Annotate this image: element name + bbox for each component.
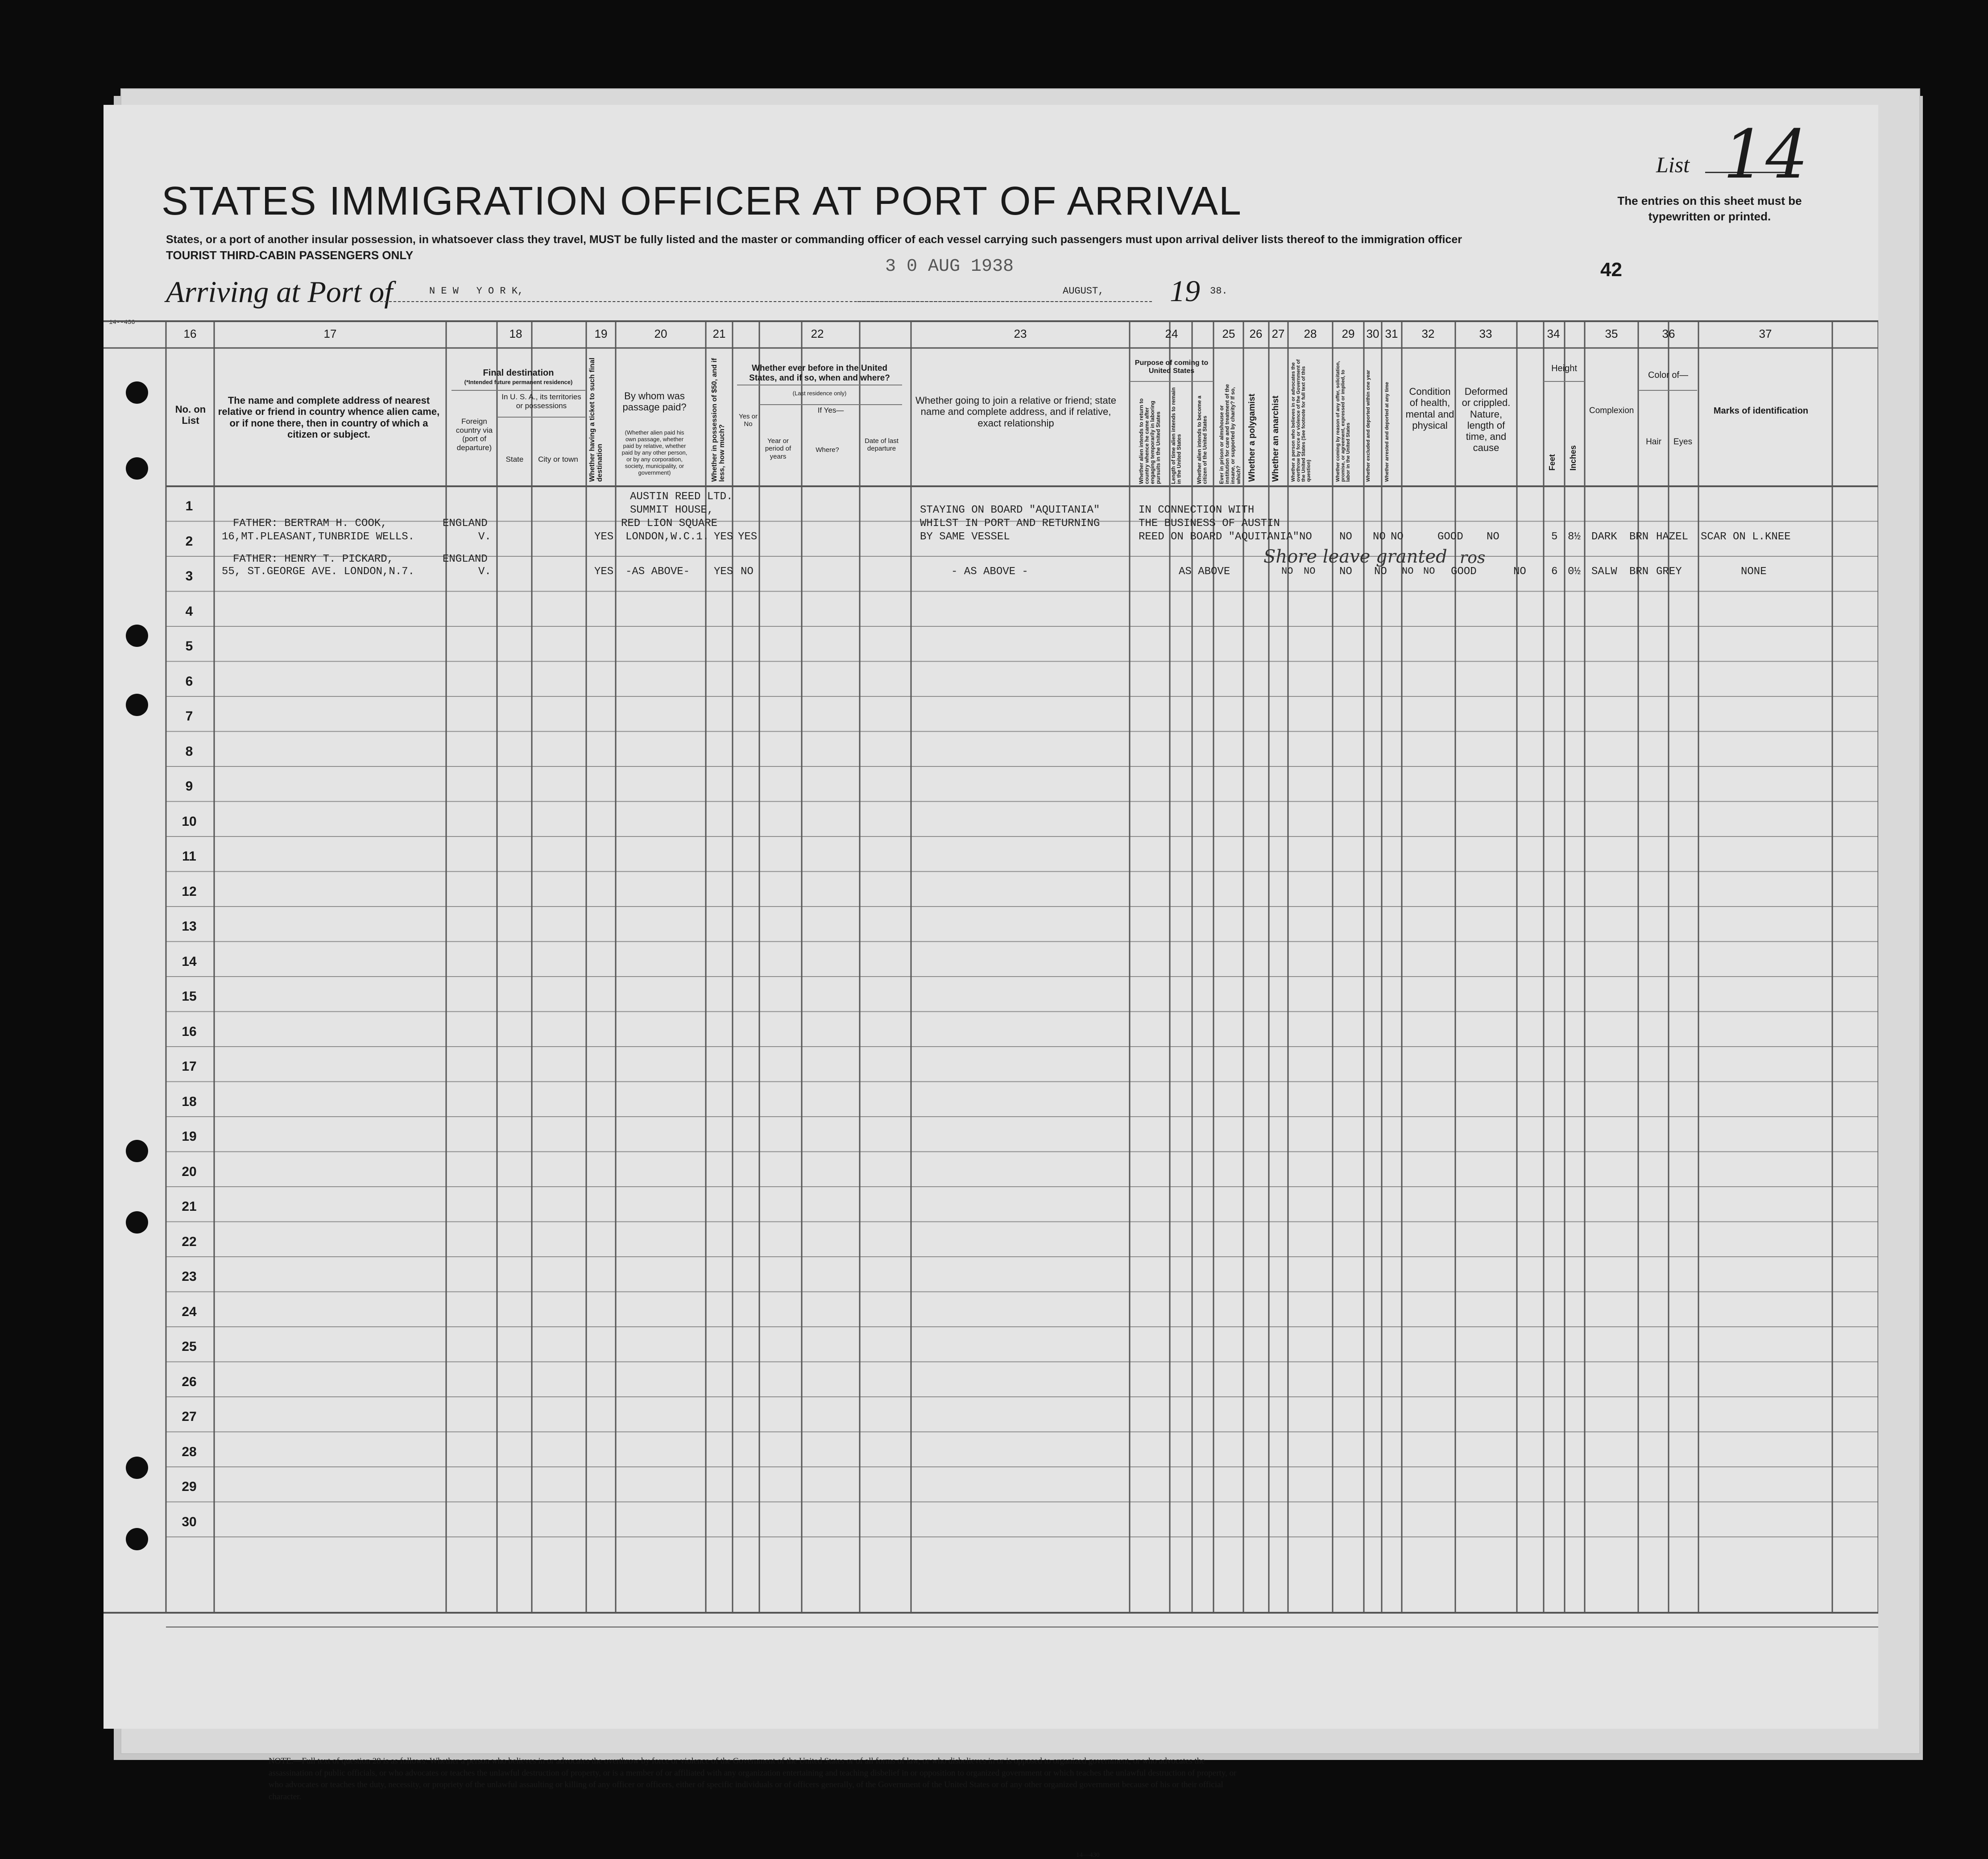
header-polygamist: Whether a polygamist <box>1247 393 1257 482</box>
row-number: 19 <box>182 1129 197 1144</box>
header-hair: Hair <box>1646 437 1661 447</box>
column-number: 36 <box>1662 327 1675 340</box>
row-2-state-dash: V. <box>478 566 491 578</box>
row-number: 25 <box>182 1339 197 1354</box>
column-number: 32 <box>1421 327 1435 340</box>
column-number: 37 <box>1759 327 1772 340</box>
column-number: 21 <box>712 327 726 340</box>
header-color-of: Color of— <box>1648 370 1689 380</box>
row-1-complexion: DARK <box>1591 531 1617 543</box>
date-stamp: 3 0 AUG 1938 <box>885 257 1014 277</box>
header-fifty-dollars: Whether in possession of $50, and if less, how much? <box>711 358 726 482</box>
header-purpose-return: Whether alien intends to return to country whence he came after engaging temporarily in laboring pursuits in the United States <box>1138 398 1161 484</box>
column-number: 29 <box>1342 327 1355 340</box>
manifest-sheet <box>104 105 1878 1859</box>
header-inches: Inches <box>1569 445 1578 471</box>
arriving-label: Arriving at Port of <box>166 275 393 309</box>
row-number: 8 <box>185 744 193 759</box>
row-2-relative: FATHER: HENRY T. PICKARD, <box>233 553 394 565</box>
column-number: 20 <box>654 327 667 340</box>
header-question-28: Whether a person who believes in or advocates the overthrow by force or violence of the Government of the United States (See footnote for full text of this question) <box>1291 359 1312 482</box>
passenger-class-line: TOURIST THIRD-CABIN PASSENGERS ONLY <box>166 248 414 262</box>
row-2-handwritten-initials: ros <box>1460 549 1486 567</box>
footer-form-code: 14—430 <box>1076 1851 1100 1859</box>
header-where: Where? <box>816 446 839 454</box>
row-number: 12 <box>182 884 197 899</box>
header-foreign-country: Foreign country via (port of departure) <box>456 417 493 452</box>
row-2-country: ENGLAND <box>443 553 488 565</box>
row-number: 28 <box>182 1444 197 1459</box>
row-1-deformed: NO <box>1487 531 1499 543</box>
header-yes-or-no: Yes or No <box>739 413 758 428</box>
footnote-question-28: NOTE.—Full text of question 28 is as follows: Whether a person who believes in or advocates the overthrow by force or violence of the Government of the United States or of all forms of law, or who disbelieves in or is opposed to organized government, or who advocates the assassination of public officials, or who advocates or teaches the unlawful destruction of property, or is a member of or affiliated with any organization entertaining and teaching disbelief in or opposition to organized government or which teaches the unlawful destruction of property, or who advocates or teaches the duty, necessity, or propriety of the unlawful assaulting or killing of any officer or officers, either of specific individuals or of officers generally, of the Government of the United States or of any other organized government because of his or their official character. <box>269 1756 1237 1801</box>
column-number: 30 <box>1366 327 1379 340</box>
header-nearest-relative: The name and complete address of nearest relative or friend in country whence alien came, or if none there, then in country of which a citizen or subject. <box>218 395 440 440</box>
row-2-height-feet: 6 <box>1551 566 1558 578</box>
row-number: 3 <box>185 569 193 584</box>
table-grid <box>104 105 1878 1729</box>
row-2-marks: NONE <box>1741 566 1767 578</box>
header-anarchist: Whether an anarchist <box>1271 395 1280 482</box>
row-2-eyes: GREY <box>1656 566 1682 578</box>
row-number: 16 <box>182 1024 197 1039</box>
row-number: 15 <box>182 989 197 1004</box>
row-1-money: YES <box>714 531 733 543</box>
column-number: 18 <box>509 327 522 340</box>
row-number: 1 <box>185 499 193 513</box>
row-2-height-inches: 0½ <box>1568 566 1581 578</box>
row-1-q28: NO <box>1299 531 1312 543</box>
row-2-q29: NO <box>1374 566 1387 578</box>
header-height: Height <box>1551 364 1577 373</box>
header-question-29: Whether coming by reason of any offer, solicitation, promise, or agreement, expressed or implied, to labor in the United States <box>1335 361 1351 482</box>
arrival-month: AUGUST, <box>1063 286 1104 297</box>
row-1-marks: SCAR ON L.KNEE <box>1701 531 1791 543</box>
header-no-on-list: No. on List <box>175 404 206 426</box>
row-number-column <box>166 105 212 1729</box>
header-date-last-departure: Date of last departure <box>865 437 899 453</box>
column-number: 22 <box>811 327 824 340</box>
column-number: 28 <box>1304 327 1317 340</box>
header-state: State <box>505 455 524 464</box>
header-if-yes: If Yes— <box>817 406 844 414</box>
header-period-of-years: Year or period of years <box>765 437 791 460</box>
row-1-paid-by-line4: LONDON,W.C.1. <box>625 531 709 543</box>
header-final-destination-sub: (*Intended future permanent residence) <box>464 379 573 385</box>
row-2-join: - AS ABOVE - <box>951 566 1028 578</box>
header-purpose: Purpose of coming to United States <box>1135 359 1209 375</box>
page-title: STATES IMMIGRATION OFFICER AT PORT OF ARRIVAL <box>162 179 1242 224</box>
header-ever-before-us: Whether ever before in the United States, and if so, when and where? <box>749 364 890 383</box>
header-passage-paid-sub: (Whether alien paid his own passage, whether paid by relative, whether paid by any other person, or by any corporation, society, municipality, or government) <box>621 429 688 476</box>
header-arrested-deported: Whether arrested and deported at any time <box>1384 382 1390 482</box>
row-2-q31: NO <box>1423 566 1435 577</box>
row-2-paid-by: -AS ABOVE- <box>625 566 690 578</box>
row-1-ticket: YES <box>594 531 614 543</box>
list-label: List <box>1656 152 1690 177</box>
year-prefix: 19 <box>1170 274 1200 308</box>
row-number: 17 <box>182 1059 197 1074</box>
row-2-ticket: YES <box>594 566 614 578</box>
row-number: 22 <box>182 1234 197 1249</box>
row-number: 26 <box>182 1374 197 1389</box>
row-2-health: GOOD <box>1451 566 1477 578</box>
header-prison: Ever in prison or almshouse or institution for care and treatment of the insane, or supported by charity? If so, which? <box>1218 384 1242 484</box>
row-number: 10 <box>182 814 197 829</box>
row-1-health: GOOD <box>1437 531 1463 543</box>
row-1-paid-by-line3: RED LION SQUARE <box>621 518 718 530</box>
row-1-relative-address: 16,MT.PLEASANT,TUNBRIDE WELLS. <box>222 531 415 543</box>
row-2-before-us: NO <box>741 566 754 578</box>
row-1-q30: NO <box>1373 531 1386 543</box>
row-2-money: YES <box>714 566 733 578</box>
row-number: 27 <box>182 1409 197 1424</box>
header-join-relative: Whether going to join a relative or friend; state name and complete address, and if relative, exact relationship <box>915 395 1117 429</box>
row-1-paid-by-line1: AUSTIN REED LTD. <box>630 491 733 503</box>
row-number: 23 <box>182 1269 197 1284</box>
row-number: 30 <box>182 1514 197 1529</box>
row-1-paid-by-line2: SUMMIT HOUSE, <box>630 504 714 516</box>
column-number: 17 <box>323 327 337 340</box>
row-2-relative-address: 55, ST.GEORGE AVE. LONDON,N.7. <box>222 566 415 578</box>
column-number: 16 <box>183 327 197 340</box>
row-1-q31: NO <box>1391 531 1404 543</box>
row-number: 21 <box>182 1199 197 1214</box>
list-number: 14 <box>1723 116 1808 194</box>
row-1-state-dash: V. <box>478 531 491 543</box>
row-number: 29 <box>182 1479 197 1494</box>
row-2-q28: NO <box>1339 566 1352 578</box>
row-number: 2 <box>185 534 193 549</box>
header-ever-before-us-sub: (Last residence only) <box>792 390 847 397</box>
header-final-destination: Final destination <box>483 368 554 378</box>
row-number: 9 <box>185 779 193 794</box>
row-number: 7 <box>185 709 193 724</box>
row-1-purpose-line3: REED ON BOARD "AQUITANIA" <box>1139 531 1300 543</box>
header-city-or-town: City or town <box>538 455 578 464</box>
row-1-purpose-line1: IN CONNECTION WITH <box>1139 504 1255 516</box>
port-name: N E W Y O R K, <box>429 286 524 297</box>
row-1-join-line3: BY SAME VESSEL <box>920 531 1010 543</box>
row-1-height-feet: 5 <box>1551 531 1558 543</box>
row-number: 18 <box>182 1094 197 1109</box>
column-number: 25 <box>1222 327 1235 340</box>
row-2-handwritten-note: Shore leave granted <box>1263 547 1447 567</box>
column-number: 35 <box>1605 327 1618 340</box>
sheet-number: 42 <box>1600 259 1622 281</box>
instruction-line: States, or a port of another insular possession, in whatsoever class they travel, MUST be fully listed and the master or commanding officer of each vessel carrying such passengers must upon arrival deliver lists thereof to the immigration officer <box>166 233 1462 246</box>
row-2-hair: BRN <box>1629 566 1649 578</box>
row-1-hair: BRN <box>1629 531 1649 543</box>
form-code: 14--430 <box>109 319 135 326</box>
row-2-complexion: SALW <box>1591 566 1617 578</box>
column-number: 27 <box>1271 327 1285 340</box>
row-1-purpose-line2: THE BUSINESS OF AUSTIN <box>1139 518 1280 530</box>
row-number: 24 <box>182 1304 197 1319</box>
row-number: 20 <box>182 1164 197 1179</box>
header-ticket: Whether having a ticket to such final destination <box>588 357 604 482</box>
header-deformed: Deformed or crippled. Nature, length of time, and cause <box>1462 386 1511 454</box>
row-1-join-line2: WHILST IN PORT AND RETURNING <box>920 518 1100 530</box>
header-complexion: Complexion <box>1589 406 1634 415</box>
row-2-purpose: AS ABOVE <box>1179 566 1230 578</box>
row-number: 4 <box>185 604 193 619</box>
row-number: 13 <box>182 919 197 934</box>
row-1-q29: NO <box>1339 531 1352 543</box>
row-1-country: ENGLAND <box>443 518 488 530</box>
row-2-q26: NO <box>1281 566 1293 577</box>
column-number: 26 <box>1249 327 1263 340</box>
row-1-relative: FATHER: BERTRAM H. COOK, <box>233 518 387 530</box>
row-2-q27: NO <box>1304 566 1316 577</box>
header-passage-paid: By whom was passage paid? <box>622 390 687 413</box>
header-feet: Feet <box>1548 454 1557 471</box>
header-marks-identification: Marks of identification <box>1713 406 1809 416</box>
row-2-q30: NO <box>1402 566 1414 577</box>
row-number: 5 <box>185 639 193 654</box>
row-2-deformed: NO <box>1513 566 1526 578</box>
column-number: 24 <box>1165 327 1178 340</box>
row-1-join-line1: STAYING ON BOARD "AQUITANIA" <box>920 504 1100 516</box>
column-number: 19 <box>594 327 608 340</box>
row-1-before-us: YES <box>738 531 758 543</box>
header-purpose-length: Length of time alien intends to remain in the United States <box>1170 387 1182 484</box>
row-number: 6 <box>185 674 193 689</box>
row-1-eyes: HAZEL <box>1656 531 1689 543</box>
column-number: 33 <box>1479 327 1492 340</box>
column-number: 34 <box>1547 327 1560 340</box>
list-note: The entries on this sheet must be typewritten or printed. <box>1617 194 1802 224</box>
row-1-height-inches: 8½ <box>1568 531 1581 543</box>
year-suffix: 38. <box>1210 286 1228 297</box>
header-excluded-deported: Whether excluded and deported within one year <box>1366 370 1371 482</box>
row-number: 11 <box>182 849 196 864</box>
header-eyes: Eyes <box>1673 437 1693 447</box>
header-in-usa: In U. S. A., its territories or possessions <box>501 393 581 410</box>
column-number: 31 <box>1385 327 1398 340</box>
column-number: 23 <box>1014 327 1027 340</box>
header-purpose-citizen: Whether alien intends to become a citizen of the United States <box>1196 395 1208 484</box>
row-number: 14 <box>182 954 197 969</box>
header-condition-health: Condition of health, mental and physical <box>1405 386 1454 431</box>
